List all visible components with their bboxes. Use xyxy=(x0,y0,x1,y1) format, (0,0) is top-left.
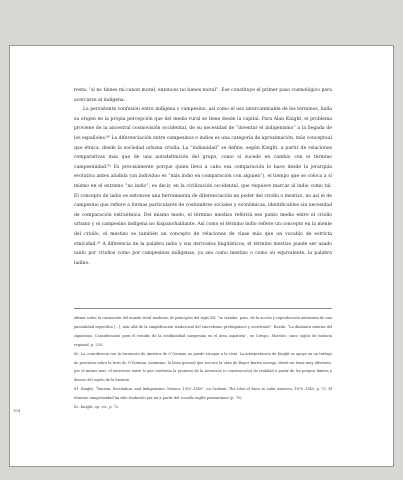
footnotes xyxy=(74,314,332,412)
footnote-continued: afirma sobre la conmoción del mundo rural moderno de principios del siglo XX: “se trataba, pues, de la acción y reproducción autónoma de una parcialidad específica [...], más allá de la simplificación tradicional del sincretismo prehispánico y occidental”. Rueda, “La dinámica interna del zapatismo. Consideración para el estudio de la cotidianidad campesina en el área zapatista”, en Crespo, Morelos: cinco siglos de historia regional, p. 235. xyxy=(74,316,332,347)
footnote-81: 81. Knight, “Racism, Revolution, and Indigenismo: Mexico, 1910–1940”, en Graham, The Idea of Race in Latin America, 1870–1940, p. 75. El término campesinidad ha sido traducido por mí a partir del vocablo inglés peasantness (p. 75). xyxy=(74,387,332,401)
page-number: 104 xyxy=(13,408,21,413)
footnote-80: 80. La coincidencia con la Invención de América de O’Gorman no puede escapar a la vista. La interpretación de Knight se apoya en un trabajo de precisión sobre la tesis de O’Gorman. Asimismo, la línea general que recorre la obra de Roger Bartra navega, desde un tema muy diferente, por el mismo mar: el entrevero entre lo que conforma la promesa de la invención (o construcción) de realidad a partir de los propios límites y deseos del sujeto de la historia. xyxy=(74,351,332,383)
paragraph-continued: resta: “si no tienes mi canon moral, entonces no tienes moral”. Ese constituye el primer paso cosmológico para acercarse al indígena. xyxy=(74,88,332,103)
paragraph-indigena-campesino: La persistente confusión entre indígena y campesino, así como el uso intercambiable de los términos, halla su origen en la propia percepción que del medio rural se tiene desde la capital. Para Alan Knight, el problema proviene de la ancestral cosmovisión occidental, de su necesidad de “inventar el indigenismo” a la llegada de los españoles.⁸⁰ La diferenciación entre campesinos e indios es una categoría de aproximación, más conceptual que étnica, desde la sociedad urbana criolla. La “indianidad” se define, según Knight, a partir de relaciones comparativas más que de una autodefinición del grupo, como sí sucede en cambio con el término campesinidad.⁸¹ Es precisamente porque quien lleva a cabo esa comparación lo hace desde la jerarquía evolutiva antes aludida (un individuo es “más indio en comparación con alguien”), el tiempo que se coloca a sí mismo en el extremo “no indio”; es decir, en la civilización occidental, que requiere marcar al indio como tal. El concepto de indio es entonces una herramienta de diferenciación en poder del criollo o mestizo, no así el de campesino que refiere a formas particulares de costumbres sociales y económicas, identificables sin necesidad de comparación extraétnica. Del mismo modo, el término mestizo referirá ese punto medio entre el criollo urbano y el campesino indígena no hispanohablante. Así como el término indio refiere un concepto en la mente del criollo, el mestizo es también un concepto de relaciones de clase más que un vocablo de estricta etnicidad.⁸² A diferencia de la palabra indio y sus derivados lingüísticos, el término mestizo puede ser usado tanto por criollos como por campesinos indígenas, ya sea como mestizo o como su equivalente, la palabra ladino. xyxy=(74,107,332,266)
book-page xyxy=(9,45,394,467)
footnote-separator xyxy=(74,308,332,309)
footnote-82: 82. Knight, op. cit., p. 72. xyxy=(74,405,120,410)
main-text xyxy=(74,86,332,268)
